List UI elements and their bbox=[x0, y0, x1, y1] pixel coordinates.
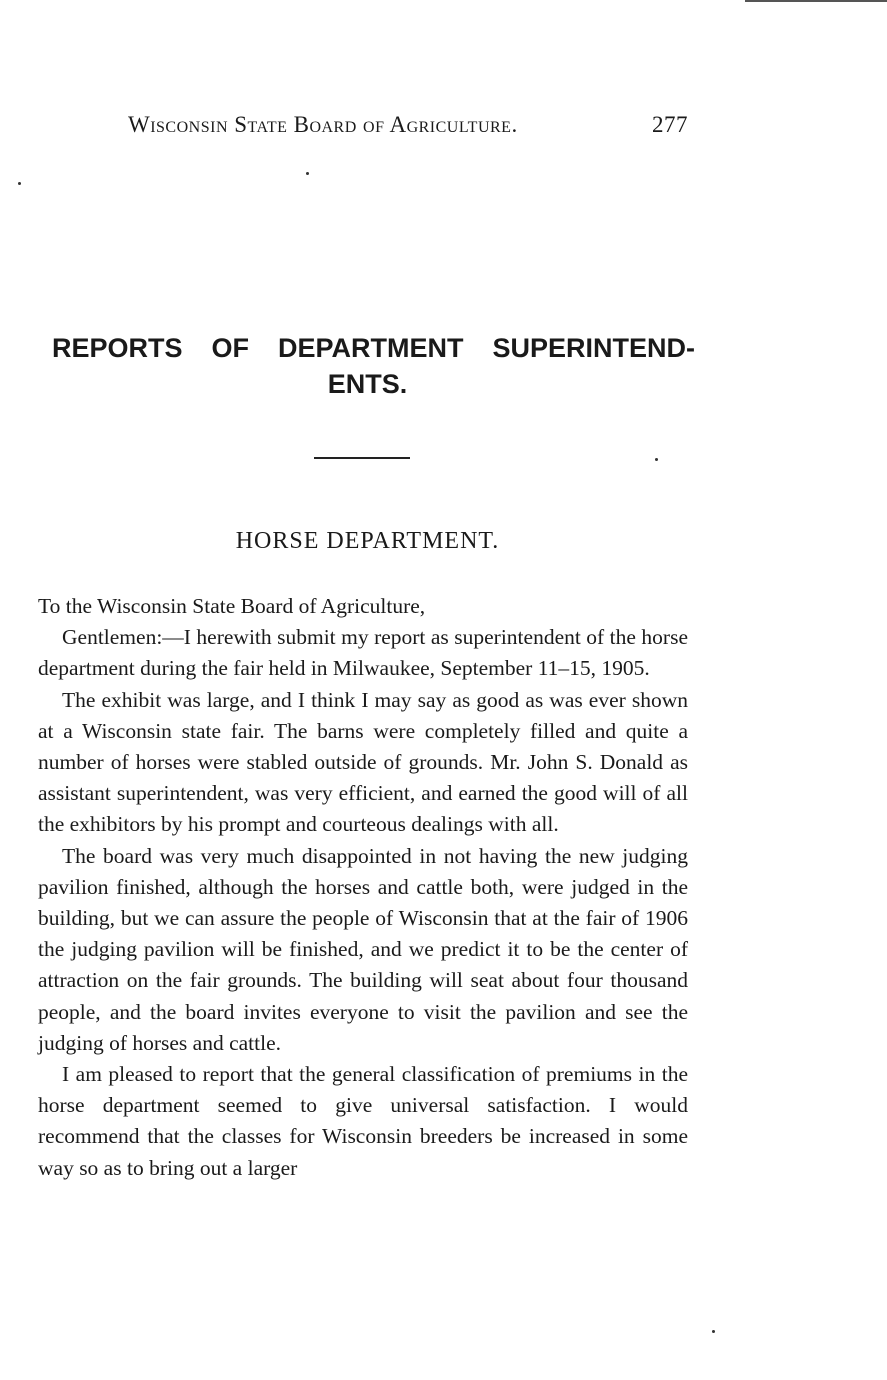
salutation: To the Wisconsin State Board of Agriculture, bbox=[38, 594, 426, 618]
paragraph: The board was very much disappointed in not having the new judging pavilion finished, although the horses and cattle both, were judged in the building, but we can assure the people of Wisconsin that at the fair of 1906 the judging pavilion will be finished, and we predict it to be the center of attraction on the fair grounds. The building will seat about four thousand people, and the board invites everyone to visit the pavilion and see the judging of horses and cattle. bbox=[38, 843, 688, 1055]
print-speck bbox=[18, 182, 21, 185]
section-title-line-1: REPORTS OF DEPARTMENT SUPERINTEND- bbox=[52, 333, 695, 363]
running-head bbox=[128, 112, 688, 142]
print-speck bbox=[306, 172, 309, 175]
section-title bbox=[40, 330, 695, 402]
running-head-title: Wisconsin State Board of Agriculture. bbox=[128, 112, 518, 137]
paragraph: Gentlemen:—I herewith submit my report as superintendent of the horse department during the fair held in Milwaukee, September 11–15, 1905. bbox=[38, 625, 688, 681]
print-speck bbox=[655, 458, 658, 461]
paragraph: I am pleased to report that the general classification of premiums in the horse department seemed to give universal satisfaction. I would recommend that the classes for Wisconsin breeders be increased in some way so as to bring out a larger bbox=[38, 1062, 688, 1180]
paragraph: The exhibit was large, and I think I may say as good as was ever shown at a Wisconsin state fair. The barns were completely filled and quite a number of horses were stabled outside of grounds. Mr. John S. Donald as assistant superintendent, was very efficient, and earned the good will of all the exhibitors by his prompt and courteous dealings with all. bbox=[38, 687, 688, 837]
print-speck bbox=[712, 1330, 715, 1333]
department-heading: HORSE DEPARTMENT. bbox=[235, 528, 500, 554]
page-edge-line bbox=[745, 0, 887, 2]
section-divider bbox=[314, 457, 410, 459]
page-number: 277 bbox=[652, 112, 688, 137]
report-body bbox=[38, 591, 688, 1184]
section-title-line-2: ENTS. bbox=[327, 369, 408, 399]
